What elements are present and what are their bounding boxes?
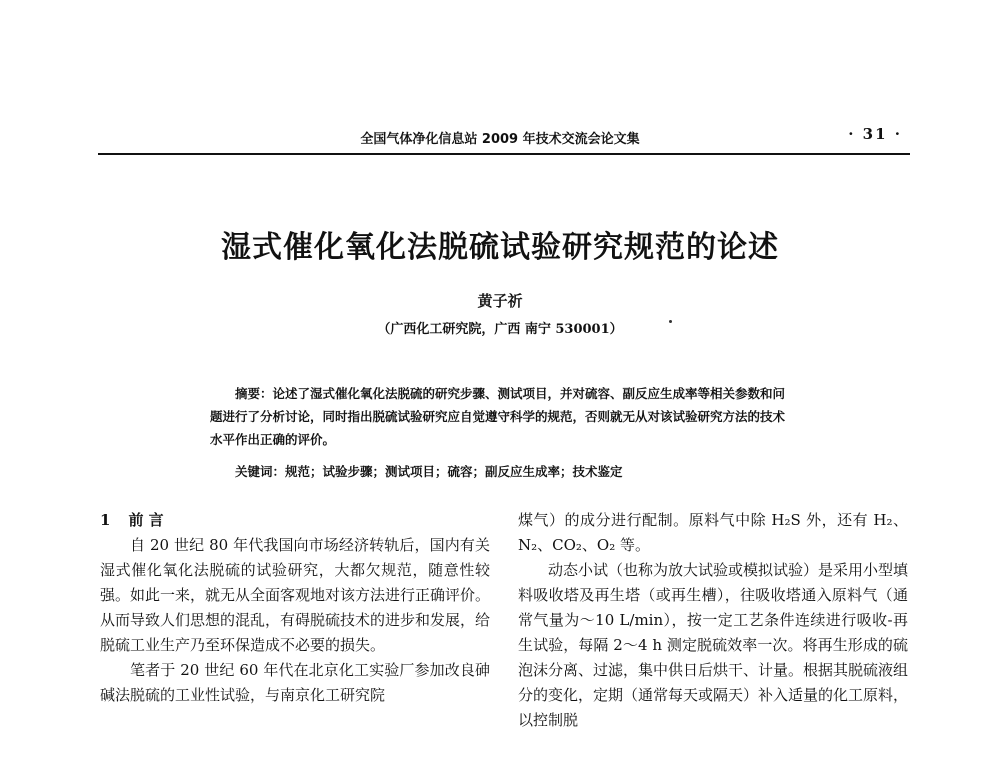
body-paragraph: 自 20 世纪 80 年代我国向市场经济转轨后，国内有关湿式催化氧化法脱硫的试验研究，大都欠规范，随意性较强。如此一来，就无从全面客观地对该方法进行正确评价。从而导致人们思想的混乱，有碍脱硫技术的进步和发展，给脱硫工业生产乃至环保造成不必要的损失。 (100, 536, 491, 654)
abstract: 摘要：论述了湿式催化氧化法脱硫的研究步骤、测试项目，并对硫容、副反应生成率等相关参数和问题进行了分析讨论，同时指出脱硫试验研究应自觉遵守科学的规范，否则就无从对该试验研究方法的技术水平作出正确的评价。 (210, 386, 786, 447)
body-paragraph-continued: 煤气）的成分进行配制。原料气中除 H₂S 外，还有 H₂、N₂、CO₂、O₂ 等。 (518, 511, 908, 554)
paper-title: 湿式催化氧化法脱硫试验研究规范的论述 (221, 230, 779, 265)
journal-header-title: 全国气体净化信息站 2009 年技术交流会论文集 (360, 132, 640, 147)
page-number: · 31 · (848, 125, 902, 143)
left-column (100, 508, 490, 708)
keywords: 关键词：规范；试验步骤；测试项目；硫容；副反应生成率；技术鉴定 (235, 464, 623, 479)
author-name: 黄子祈 (477, 292, 523, 310)
section-number: 1 (100, 511, 111, 529)
body-paragraph: 笔者于 20 世纪 60 年代在北京化工实验厂参加改良砷碱法脱硫的工业性试验，与南京化工研究院 (100, 661, 490, 704)
section-heading (100, 508, 490, 533)
author-affiliation: （广西化工研究院，广西 南宁 530001） (377, 322, 623, 337)
speck-mark (669, 320, 672, 323)
right-column (518, 508, 908, 733)
body-paragraph: 动态小试（也称为放大试验或模拟试验）是采用小型填料吸收塔及再生塔（或再生槽），往吸收塔通入原料气（通常气量为～10 L/min），按一定工艺条件连续进行吸收-再生试验，每隔 2～4 h 测定脱硫效率一次。将再生形成的硫泡沫分离、过滤，集中供日后烘干、计量。根据其脱硫液组分的变化，定期（通常每天或隔天）补入适量的化工原料，以控制脱 (518, 561, 909, 729)
header-rule (98, 153, 910, 155)
section-title: 前 言 (128, 511, 164, 529)
